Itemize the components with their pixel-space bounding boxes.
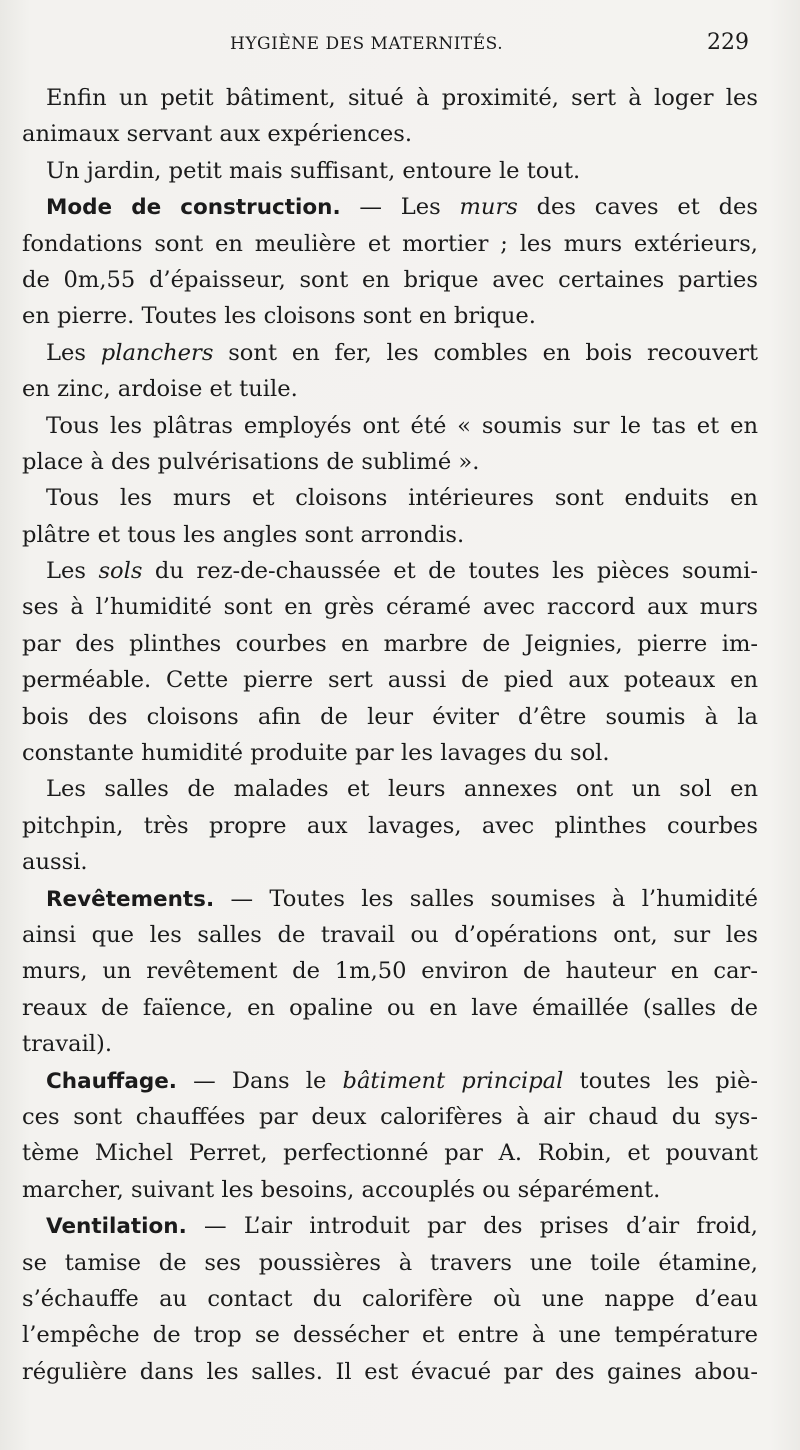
text-line: se tamise de ses poussières à travers une toile étamine, [22,1249,758,1276]
paragraph [22,153,758,189]
paragraph [22,771,758,880]
text-line: animaux servant aux expériences. [22,121,413,148]
text-line: tème Michel Perret, perfectionné par A. Robin, et pouvant [22,1140,758,1167]
text-line: s’échauffe au contact du calorifère où une nappe d’eau [22,1285,758,1312]
text-line: perméable. Cette pierre sert aussi de pied aux poteaux en [22,667,758,694]
text-line: Les salles de malades et leurs annexes ont un sol en [46,776,758,803]
paragraph [22,80,758,153]
text-line: plâtre et tous les angles sont arrondis. [22,521,465,548]
text-line: ses à l’humidité sont en grès céramé avec raccord aux murs [22,594,758,621]
text-line: par des plinthes courbes en marbre de Jeignies, pierre im- [22,630,758,657]
text-line: Les sols du rez-de-chaussée et de toutes les pièces soumi- [46,558,758,585]
text-line: l’empêche de trop se dessécher et entre à une température [22,1322,758,1349]
paragraph [22,881,758,1063]
text-line: Chauffage. — Dans le bâtiment principal toutes les piè- [46,1067,758,1094]
text-line: en pierre. Toutes les cloisons sont en brique. [22,303,536,330]
text-line: aussi. [22,849,88,876]
running-title: HYGIÈNE DES MATERNITÉS. [230,34,504,54]
text-line: régulière dans les salles. Il est évacué par des gaines abou- [22,1358,758,1385]
section-heading: Revêtements. [46,886,215,912]
text-line: travail). [22,1031,113,1058]
paragraph [22,335,758,408]
text-line: Tous les plâtras employés ont été « soumis sur le tas et en [46,412,758,439]
text-line: fondations sont en meulière et mortier ; les murs extérieurs, [22,230,758,257]
text-line: bois des cloisons afin de leur éviter d’être soumis à la [22,703,758,730]
text-line: en zinc, ardoise et tuile. [22,376,298,403]
text-line: place à des pulvérisations de sublimé ». [22,448,480,475]
text-line: Revêtements. — Toutes les salles soumises à l’humidité [46,885,758,912]
paragraph [22,553,758,771]
paragraph [22,408,758,481]
section-heading: Ventilation. [46,1214,187,1240]
body-text [22,80,758,1390]
text-line: ainsi que les salles de travail ou d’opérations ont, sur les [22,921,758,948]
text-line: marcher, suivant les besoins, accouplés ou séparément. [22,1176,661,1203]
text-line: Mode de construction. — Les murs des caves et des [46,194,758,221]
section-heading: Mode de construction. [46,195,341,221]
paragraph [22,1063,758,1209]
text-line: de 0m,55 d’épaisseur, sont en brique avec certaines parties [22,266,758,293]
text-line: pitchpin, très propre aux lavages, avec plinthes courbes [22,812,758,839]
text-line: Un jardin, petit mais suffisant, entoure le tout. [46,157,581,184]
page-number: 229 [707,30,749,55]
text-line: reaux de faïence, en opaline ou en lave émaillée (salles de [22,994,758,1021]
text-line: Ventilation. — L’air introduit par des prises d’air froid, [46,1213,758,1240]
text-line: ces sont chauffées par deux calorifères à air chaud du sys- [22,1103,758,1130]
text-line: Les planchers sont en fer, les combles en bois recouvert [46,339,758,366]
text-line: Tous les murs et cloisons intérieures sont enduits en [46,485,758,512]
paragraph [22,189,758,335]
text-line: constante humidité produite par les lavages du sol. [22,740,610,767]
text-line: murs, un revêtement de 1m,50 environ de hauteur en car- [22,958,758,985]
section-heading: Chauffage. [46,1068,177,1094]
paragraph [22,480,758,553]
paragraph [22,1208,758,1390]
text-line: Enfin un petit bâtiment, situé à proximité, sert à loger les [46,85,758,111]
